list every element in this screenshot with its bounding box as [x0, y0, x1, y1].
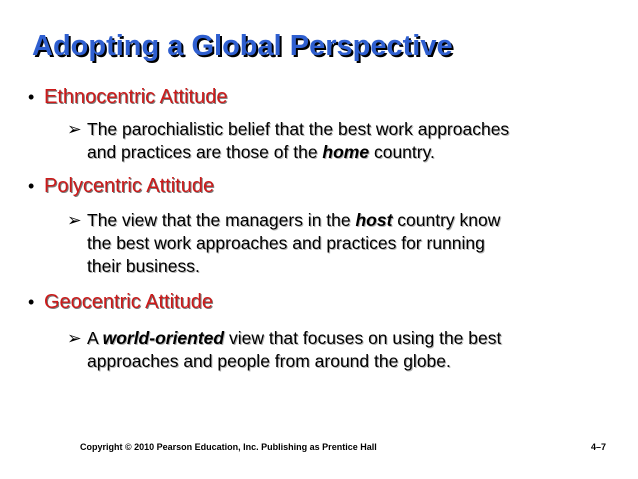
slide-title: Adopting a Global Perspective [32, 30, 453, 62]
bullet-icon: • [28, 176, 35, 196]
polycentric-emphasis-host: host [355, 210, 393, 230]
bullet-icon: • [28, 292, 35, 312]
ethnocentric-line2-post: country. [369, 142, 435, 162]
heading-geocentric: Geocentric Attitude [44, 291, 213, 313]
bullet-polycentric [28, 175, 214, 197]
heading-ethnocentric: Ethnocentric Attitude [44, 86, 228, 108]
geocentric-line1-post: view that focuses on using the best [224, 328, 502, 348]
arrow-bullet-icon: ➢ [67, 119, 82, 139]
geocentric-line2: approaches and people from around the globe. [87, 351, 451, 371]
geocentric-emphasis-world-oriented: world-oriented [102, 328, 225, 348]
bullet-ethnocentric [28, 86, 227, 108]
heading-polycentric: Polycentric Attitude [44, 175, 215, 197]
polycentric-line1-post: country know [392, 210, 501, 230]
polycentric-line2: the best work approaches and practices for running [87, 233, 485, 253]
bullet-icon: • [28, 87, 35, 107]
ethnocentric-line1: The parochialistic belief that the best work approaches [87, 119, 510, 139]
footer-page-number: 4–7 [590, 442, 606, 452]
bullet-geocentric [28, 291, 213, 313]
polycentric-line3: their business. [87, 256, 200, 276]
footer-copyright: Copyright © 2010 Pearson Education, Inc. Publishing as Prentice Hall [80, 442, 377, 452]
ethnocentric-emphasis-home: home [322, 142, 370, 162]
arrow-bullet-icon: ➢ [67, 328, 82, 348]
sub-ethnocentric [67, 118, 509, 164]
sub-geocentric [67, 327, 501, 373]
ethnocentric-line2 [67, 141, 509, 164]
sub-polycentric [67, 209, 500, 278]
geocentric-line1-pre: A [87, 328, 103, 348]
arrow-bullet-icon: ➢ [67, 210, 82, 230]
ethnocentric-line2-pre: and practices are those of the [87, 142, 323, 162]
polycentric-line1-pre: The view that the managers in the [87, 210, 356, 230]
